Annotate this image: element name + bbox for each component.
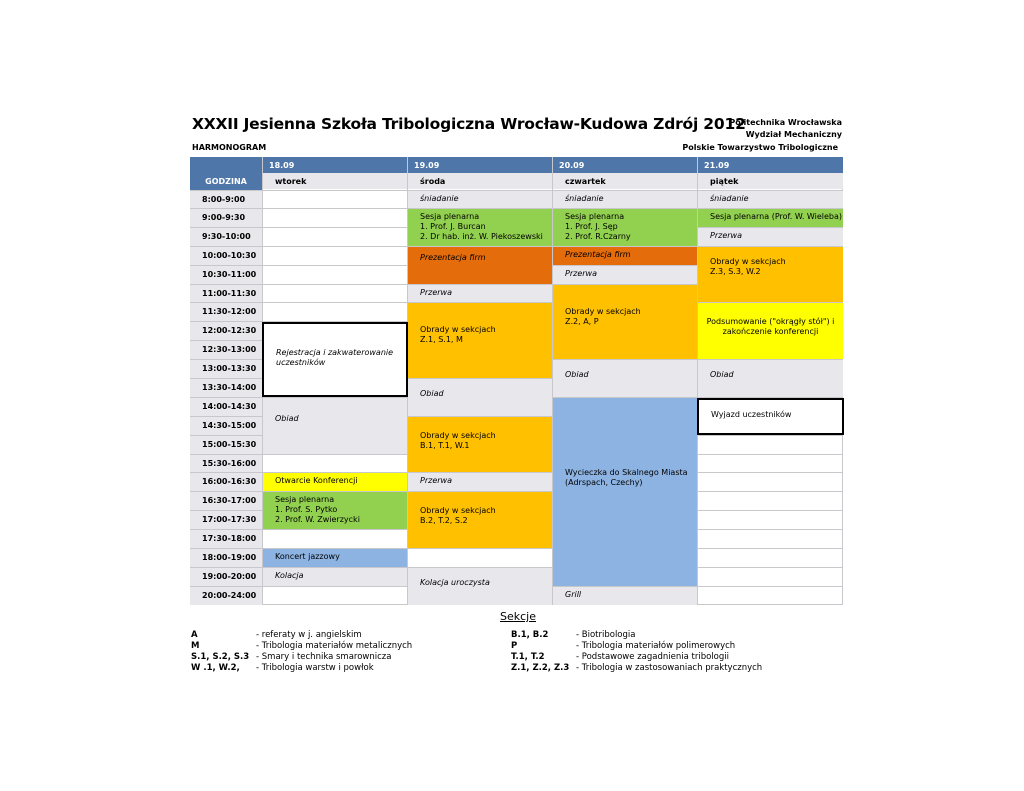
event-d20-obiad: Obiad (553, 360, 697, 397)
event-d21-obiad: Obiad (698, 360, 843, 397)
event-line: Rejestracja i zakwaterowanie (276, 348, 394, 357)
event-line: 1. Prof. J. Burcan (420, 222, 486, 231)
event-line: 1. Prof. J. Sęp (565, 222, 618, 231)
event-line: 2. Prof. R.Czarny (565, 232, 631, 241)
time-slot-label: 19:00-20:00 (190, 568, 262, 586)
event-d18-otwarcie: Otwarcie Konferencji (263, 473, 407, 491)
date-header-4: 21.09 (698, 157, 843, 173)
event-d20-przerwa1: Przerwa (553, 266, 697, 284)
event-line: 2. Prof. W. Zwierzycki (275, 515, 360, 524)
event-d19-plenary (408, 209, 552, 246)
event-line: Obrady w sekcjach (420, 431, 496, 440)
legend-description: - Tribologia warstw i powłok (256, 663, 374, 673)
event-d20-grill: Grill (553, 587, 697, 605)
time-slot-label: 11:00-11:30 (190, 285, 262, 302)
event-line: Z.2, A, P (565, 317, 599, 326)
event-d19-obrady1 (408, 303, 552, 378)
event-line: Obrady w sekcjach (420, 506, 496, 515)
event-d19-obrady3 (408, 492, 552, 548)
event-d18-kolacja: Kolacja (263, 568, 407, 586)
event-line: B.2, T.2, S.2 (420, 516, 468, 525)
day-header-3: czwartek (553, 173, 697, 189)
event-d19-kolacja: Kolacja uroczysta (408, 568, 552, 605)
event-line: Obrady w sekcjach (710, 257, 786, 266)
legend-key: S.1, S.2, S.3 (191, 652, 250, 662)
event-line: Wycieczka do Skalnego Miasta (565, 468, 688, 477)
event-line: Sesja plenarna (420, 212, 480, 221)
legend-key: A (191, 630, 198, 640)
godzina-header: GODZINA (190, 173, 262, 190)
time-slot-label: 8:00-9:00 (190, 191, 262, 208)
event-d20-prezentacja: Prezentacja firm (553, 247, 697, 265)
legend-key: T.1, T.2 (511, 652, 545, 662)
event-line: Obrady w sekcjach (565, 307, 641, 316)
time-slot-label: 14:00-14:30 (190, 398, 262, 416)
time-slot-label: 14:30-15:00 (190, 417, 262, 435)
time-slot-label: 15:30-16:00 (190, 455, 262, 472)
legend-key: Z.1, Z.2, Z.3 (511, 663, 570, 673)
event-line: Obrady w sekcjach (420, 325, 496, 334)
legend-description: - referaty w j. angielskim (256, 630, 362, 640)
legend-key: W .1, W.2, (191, 663, 240, 673)
time-slot-label: 11:30-12:00 (190, 303, 262, 321)
event-d18-rejestracja (262, 322, 408, 397)
event-d18-plenary (263, 492, 407, 529)
event-d19-sniadanie: śniadanie (408, 191, 552, 208)
legend-description: - Tribologia materiałów polimerowych (576, 641, 736, 651)
event-line: Sesja plenarna (275, 495, 335, 504)
event-d21-obrady1 (698, 247, 843, 302)
legend-key: B.1, B.2 (511, 630, 549, 640)
day-header-4: piątek (698, 173, 843, 189)
event-line: zakończenie konferencji (722, 327, 819, 336)
date-header-2: 19.09 (408, 157, 552, 173)
event-line: Z.3, S.3, W.2 (710, 267, 761, 276)
event-d18-koncert: Koncert jazzowy (263, 549, 407, 567)
event-d19-obrady2 (408, 417, 552, 472)
time-slot-label: 17:30-18:00 (190, 530, 262, 548)
event-d20-wycieczka (553, 398, 697, 586)
event-d18-obiad: Obiad (263, 398, 407, 454)
time-slot-label: 16:00-16:30 (190, 473, 262, 491)
event-d20-plenary (553, 209, 697, 246)
time-slot-label: 9:30-10:00 (190, 228, 262, 246)
event-line: (Adrspach, Czechy) (565, 478, 643, 487)
event-d19-prezentacja: Prezentacja firm (408, 247, 552, 284)
time-slot-label: 18:00-19:00 (190, 549, 262, 567)
event-line: 2. Dr hab. inż. W. Piekoszewski (420, 232, 543, 241)
time-slot-label: 20:00-24:00 (190, 587, 262, 605)
legend-description: - Biotribologia (576, 630, 636, 640)
date-header-3: 20.09 (553, 157, 697, 173)
legend-description: - Smary i technika smarownicza (256, 652, 392, 662)
time-slot-label: 16:30-17:00 (190, 492, 262, 510)
header-empty-cell (190, 157, 262, 173)
legend-key: M (191, 641, 200, 651)
day-header-2: środa (408, 173, 552, 189)
event-line: uczestników (276, 358, 326, 367)
event-d19-przerwa1: Przerwa (408, 285, 552, 302)
event-line: Podsumowanie ("okrągły stół") i (706, 317, 835, 326)
time-slot-label: 12:00-12:30 (190, 322, 262, 340)
time-slot-label: 17:00-17:30 (190, 511, 262, 529)
time-slot-label: 10:00-10:30 (190, 247, 262, 265)
event-d20-sniadanie: śniadanie (553, 191, 697, 208)
event-d21-wyjazd: Wyjazd uczestników (697, 398, 844, 435)
organizer-society: Polskie Towarzystwo Tribologiczne (682, 143, 838, 152)
legend-key: P (511, 641, 518, 651)
time-slot-label: 13:30-14:00 (190, 379, 262, 397)
date-header-1: 18.09 (263, 157, 407, 173)
organizer-university: Politechnika Wrocławska (729, 118, 842, 127)
legend-description: - Tribologia materiałów metalicznych (256, 641, 413, 651)
day-header-1: wtorek (263, 173, 407, 189)
event-line: B.1, T.1, W.1 (420, 441, 470, 450)
organizer-faculty: Wydział Mechaniczny (745, 130, 842, 139)
page-subtitle: HARMONOGRAM (192, 143, 267, 152)
event-d20-obrady1 (553, 285, 697, 359)
event-d21-podsumowanie (698, 303, 843, 359)
legend-description: - Podstawowe zagadnienia tribologii (576, 652, 729, 662)
page-title: XXXII Jesienna Szkoła Tribologiczna Wrocław-Kudowa Zdrój 2012 (192, 115, 746, 133)
event-d19-przerwa2: Przerwa (408, 473, 552, 491)
legend-heading: Sekcje (500, 610, 536, 623)
time-slot-label: 15:00-15:30 (190, 436, 262, 454)
event-line: Sesja plenarna (565, 212, 625, 221)
time-slot-label: 10:30-11:00 (190, 266, 262, 284)
time-slot-label: 13:00-13:30 (190, 360, 262, 378)
event-line: 1. Prof. S. Pytko (275, 505, 338, 514)
time-slot-label: 12:30-13:00 (190, 341, 262, 359)
event-d21-plenary: Sesja plenarna (Prof. W. Wieleba) (698, 209, 843, 227)
event-line: Z.1, S.1, M (420, 335, 463, 344)
event-d21-przerwa1: Przerwa (698, 228, 843, 246)
event-d19-obiad: Obiad (408, 379, 552, 416)
event-d21-sniadanie: śniadanie (698, 191, 843, 208)
legend-description: - Tribologia w zastosowaniach praktycznych (576, 663, 763, 673)
time-slot-label: 9:00-9:30 (190, 209, 262, 227)
